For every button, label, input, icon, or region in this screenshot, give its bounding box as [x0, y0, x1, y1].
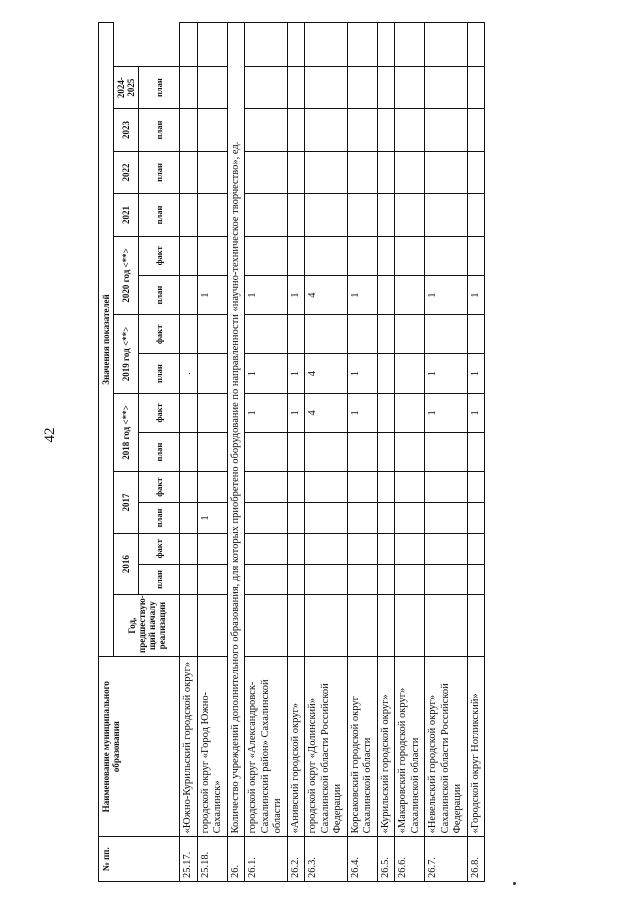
- value-cell: [425, 23, 468, 67]
- indicator-table: [98, 22, 485, 882]
- value-cell: [395, 151, 425, 193]
- row-number: 26.7.: [425, 837, 468, 882]
- header-year-2024-2025: 2024-2025: [114, 66, 139, 108]
- table-row: [425, 23, 468, 882]
- value-cell: [395, 23, 425, 67]
- subheader-plan-6: план: [139, 354, 180, 393]
- table-row: [197, 23, 227, 882]
- value-cell: 4: [305, 354, 348, 393]
- value-cell: [197, 315, 227, 354]
- value-cell: [377, 109, 395, 151]
- value-cell: [347, 533, 377, 564]
- table-row: [287, 23, 305, 882]
- value-cell: [377, 236, 395, 275]
- header-name: Наименование муниципального образования: [99, 656, 180, 836]
- value-cell: 1: [347, 354, 377, 393]
- value-cell: [395, 315, 425, 354]
- value-cell: [425, 564, 468, 595]
- subheader-plan-13: план: [139, 66, 180, 108]
- value-cell: [425, 151, 468, 193]
- value-cell: [245, 151, 288, 193]
- value-cell: [287, 533, 305, 564]
- value-cell: [347, 564, 377, 595]
- value-cell: [425, 533, 468, 564]
- value-cell: [305, 23, 348, 67]
- row-number: 25.18.: [197, 837, 227, 882]
- value-cell: [377, 275, 395, 314]
- table-row: [305, 23, 348, 882]
- value-cell: [425, 109, 468, 151]
- value-cell: [197, 472, 227, 503]
- header-year-2023: 2023: [114, 109, 139, 151]
- row-number: 26.8.: [467, 837, 485, 882]
- header-year-2016: 2016: [114, 533, 139, 595]
- municipality-name: городской округ «Александровск-Сахалинский район» Сахалинской области: [245, 656, 288, 836]
- value-cell: 1: [287, 354, 305, 393]
- value-cell: [347, 236, 377, 275]
- value-cell: [377, 564, 395, 595]
- header-year-2021: 2021: [114, 194, 139, 236]
- scan-mark: [513, 882, 516, 885]
- value-cell: [467, 151, 485, 193]
- value-cell: [180, 533, 198, 564]
- value-cell: [245, 23, 288, 67]
- value-cell: [305, 564, 348, 595]
- value-cell: [395, 503, 425, 534]
- value-cell: [377, 354, 395, 393]
- value-cell: [305, 109, 348, 151]
- value-cell: [180, 194, 198, 236]
- value-cell: [197, 23, 227, 67]
- value-cell: [287, 66, 305, 108]
- table-row: [180, 23, 198, 882]
- value-cell: 1: [467, 275, 485, 314]
- value-cell: [395, 354, 425, 393]
- subheader-plan-12: план: [139, 109, 180, 151]
- value-cell: [197, 151, 227, 193]
- value-cell: [425, 194, 468, 236]
- value-cell: [180, 236, 198, 275]
- value-cell: 1: [425, 393, 468, 432]
- municipality-name: «Городской округ Ногликский»: [467, 656, 485, 836]
- value-cell: 1: [287, 393, 305, 432]
- value-cell: [180, 66, 198, 108]
- header-year-2020: 2020 год <**>: [114, 236, 139, 315]
- subheader-plan-0: план: [139, 564, 180, 595]
- value-cell: 1: [245, 354, 288, 393]
- value-cell: [467, 23, 485, 67]
- value-cell: [347, 503, 377, 534]
- value-cell: [180, 433, 198, 472]
- value-cell: 1: [425, 275, 468, 314]
- value-cell: [467, 315, 485, 354]
- header-year-2019: 2019 год <**>: [114, 315, 139, 394]
- value-cell: [377, 433, 395, 472]
- row-number: 26.6.: [395, 837, 425, 882]
- value-cell: [347, 315, 377, 354]
- value-cell: [180, 151, 198, 193]
- value-cell: [287, 472, 305, 503]
- value-cell: [287, 564, 305, 595]
- header-base-year: Год, предшествующий началу реализации: [114, 595, 180, 657]
- value-cell: [180, 472, 198, 503]
- value-cell: [377, 151, 395, 193]
- value-cell: [347, 472, 377, 503]
- value-cell: 1: [197, 503, 227, 534]
- page-number: 42: [42, 427, 58, 443]
- row-number: 25.17.: [180, 837, 198, 882]
- header-values: Значения показателей: [99, 23, 114, 657]
- value-cell: [377, 315, 395, 354]
- value-cell: 1: [245, 393, 288, 432]
- value-cell: [287, 503, 305, 534]
- value-cell: [180, 275, 198, 314]
- subheader-plan-2: план: [139, 503, 180, 534]
- value-cell: 1: [197, 275, 227, 314]
- value-cell: [425, 236, 468, 275]
- value-cell: [347, 151, 377, 193]
- subheader-fakt-9: факт: [139, 236, 180, 275]
- value-cell: .: [180, 354, 198, 393]
- value-cell: [287, 236, 305, 275]
- value-cell: 1: [287, 275, 305, 314]
- value-cell: [180, 109, 198, 151]
- value-cell: [287, 315, 305, 354]
- value-cell: [467, 472, 485, 503]
- value-cell: [180, 393, 198, 432]
- subheader-plan-8: план: [139, 275, 180, 314]
- table-row: [395, 23, 425, 882]
- subheader-fakt-5: факт: [139, 393, 180, 432]
- municipality-name: «Анивский городской округ»: [287, 656, 305, 836]
- value-cell: [287, 433, 305, 472]
- municipality-name: «Макаровский городской округ» Сахалинской области: [395, 656, 425, 836]
- value-cell: [287, 23, 305, 67]
- value-cell: [305, 315, 348, 354]
- value-cell: [180, 503, 198, 534]
- value-cell: [180, 595, 198, 657]
- row-number: 26.3.: [305, 837, 348, 882]
- value-cell: [305, 236, 348, 275]
- value-cell: [180, 564, 198, 595]
- value-cell: 1: [347, 393, 377, 432]
- value-cell: [245, 503, 288, 534]
- value-cell: [467, 236, 485, 275]
- value-cell: [377, 595, 395, 657]
- value-cell: [197, 433, 227, 472]
- municipality-name: «Невельский городской округ» Сахалинской области Российской Федерации: [425, 656, 468, 836]
- municipality-name: Корсаковский городской округ Сахалинской области: [347, 656, 377, 836]
- value-cell: [245, 564, 288, 595]
- value-cell: [377, 393, 395, 432]
- row-number: 26.4.: [347, 837, 377, 882]
- value-cell: [197, 595, 227, 657]
- value-cell: [377, 66, 395, 108]
- value-cell: [305, 433, 348, 472]
- value-cell: [245, 433, 288, 472]
- value-cell: [347, 433, 377, 472]
- header-year-2018: 2018 год <**>: [114, 393, 139, 472]
- value-cell: [287, 151, 305, 193]
- value-cell: [347, 109, 377, 151]
- table-row: [245, 23, 288, 882]
- value-cell: [197, 109, 227, 151]
- header-year-2022: 2022: [114, 151, 139, 193]
- value-cell: [305, 151, 348, 193]
- value-cell: [197, 533, 227, 564]
- subheader-fakt-3: факт: [139, 472, 180, 503]
- value-cell: [305, 595, 348, 657]
- municipality-name: городской округ «Долинский» Сахалинской области Российской Федерации: [305, 656, 348, 836]
- table-row: [467, 23, 485, 882]
- value-cell: [245, 595, 288, 657]
- value-cell: [467, 109, 485, 151]
- value-cell: 1: [347, 275, 377, 314]
- subheader-fakt-7: факт: [139, 315, 180, 354]
- value-cell: [245, 236, 288, 275]
- value-cell: [180, 315, 198, 354]
- value-cell: [395, 236, 425, 275]
- value-cell: [245, 109, 288, 151]
- value-cell: [395, 533, 425, 564]
- value-cell: [245, 315, 288, 354]
- subheader-plan-4: план: [139, 433, 180, 472]
- value-cell: [197, 66, 227, 108]
- value-cell: [245, 194, 288, 236]
- value-cell: [245, 533, 288, 564]
- municipality-name: «Южно-Курильский городской округ»: [180, 656, 198, 836]
- value-cell: [467, 533, 485, 564]
- value-cell: [425, 595, 468, 657]
- value-cell: [467, 194, 485, 236]
- value-cell: 4: [305, 393, 348, 432]
- value-cell: [425, 472, 468, 503]
- value-cell: 1: [467, 393, 485, 432]
- municipality-name: городской округ «Город Южно-Сахалинск»: [197, 656, 227, 836]
- value-cell: 1: [245, 275, 288, 314]
- value-cell: [467, 564, 485, 595]
- value-cell: [425, 503, 468, 534]
- row-number: 26.1.: [245, 837, 288, 882]
- value-cell: [467, 433, 485, 472]
- table-row: [377, 23, 395, 882]
- value-cell: [287, 595, 305, 657]
- value-cell: [425, 66, 468, 108]
- value-cell: [395, 472, 425, 503]
- value-cell: [197, 194, 227, 236]
- value-cell: [287, 194, 305, 236]
- value-cell: [467, 503, 485, 534]
- value-cell: [395, 275, 425, 314]
- value-cell: [287, 109, 305, 151]
- value-cell: [347, 23, 377, 67]
- value-cell: [377, 533, 395, 564]
- value-cell: [395, 66, 425, 108]
- value-cell: [305, 472, 348, 503]
- table-row: [227, 23, 245, 882]
- value-cell: [305, 503, 348, 534]
- row-number: 26.5.: [377, 837, 395, 882]
- value-cell: [197, 354, 227, 393]
- value-cell: [377, 503, 395, 534]
- header-num: № пп.: [99, 837, 180, 882]
- value-cell: [245, 66, 288, 108]
- section-title: Количество учреждений дополнительного образования, для которых приобретено оборудование по направленности «научно-техническое творчество», ед.: [227, 23, 245, 837]
- value-cell: [245, 472, 288, 503]
- municipality-name: «Курильский городской округ»: [377, 656, 395, 836]
- value-cell: [305, 533, 348, 564]
- subheader-plan-10: план: [139, 194, 180, 236]
- value-cell: 1: [425, 354, 468, 393]
- value-cell: 1: [467, 354, 485, 393]
- value-cell: [377, 194, 395, 236]
- value-cell: [377, 23, 395, 67]
- value-cell: [395, 433, 425, 472]
- value-cell: [395, 595, 425, 657]
- value-cell: [467, 595, 485, 657]
- table-row: [347, 23, 377, 882]
- indicator-table-wrapper: [98, 22, 558, 882]
- value-cell: [395, 564, 425, 595]
- value-cell: [377, 472, 395, 503]
- value-cell: [395, 194, 425, 236]
- value-cell: [425, 315, 468, 354]
- value-cell: [347, 194, 377, 236]
- value-cell: [197, 564, 227, 595]
- value-cell: [197, 393, 227, 432]
- value-cell: [347, 595, 377, 657]
- value-cell: [305, 66, 348, 108]
- row-number: 26.2.: [287, 837, 305, 882]
- header-year-2017: 2017: [114, 472, 139, 534]
- value-cell: [395, 109, 425, 151]
- value-cell: [425, 433, 468, 472]
- value-cell: 4: [305, 275, 348, 314]
- value-cell: [467, 66, 485, 108]
- subheader-fakt-1: факт: [139, 533, 180, 564]
- subheader-plan-11: план: [139, 151, 180, 193]
- value-cell: [197, 236, 227, 275]
- value-cell: [180, 23, 198, 67]
- value-cell: [347, 66, 377, 108]
- row-number: 26.: [227, 837, 245, 882]
- value-cell: [395, 393, 425, 432]
- value-cell: [305, 194, 348, 236]
